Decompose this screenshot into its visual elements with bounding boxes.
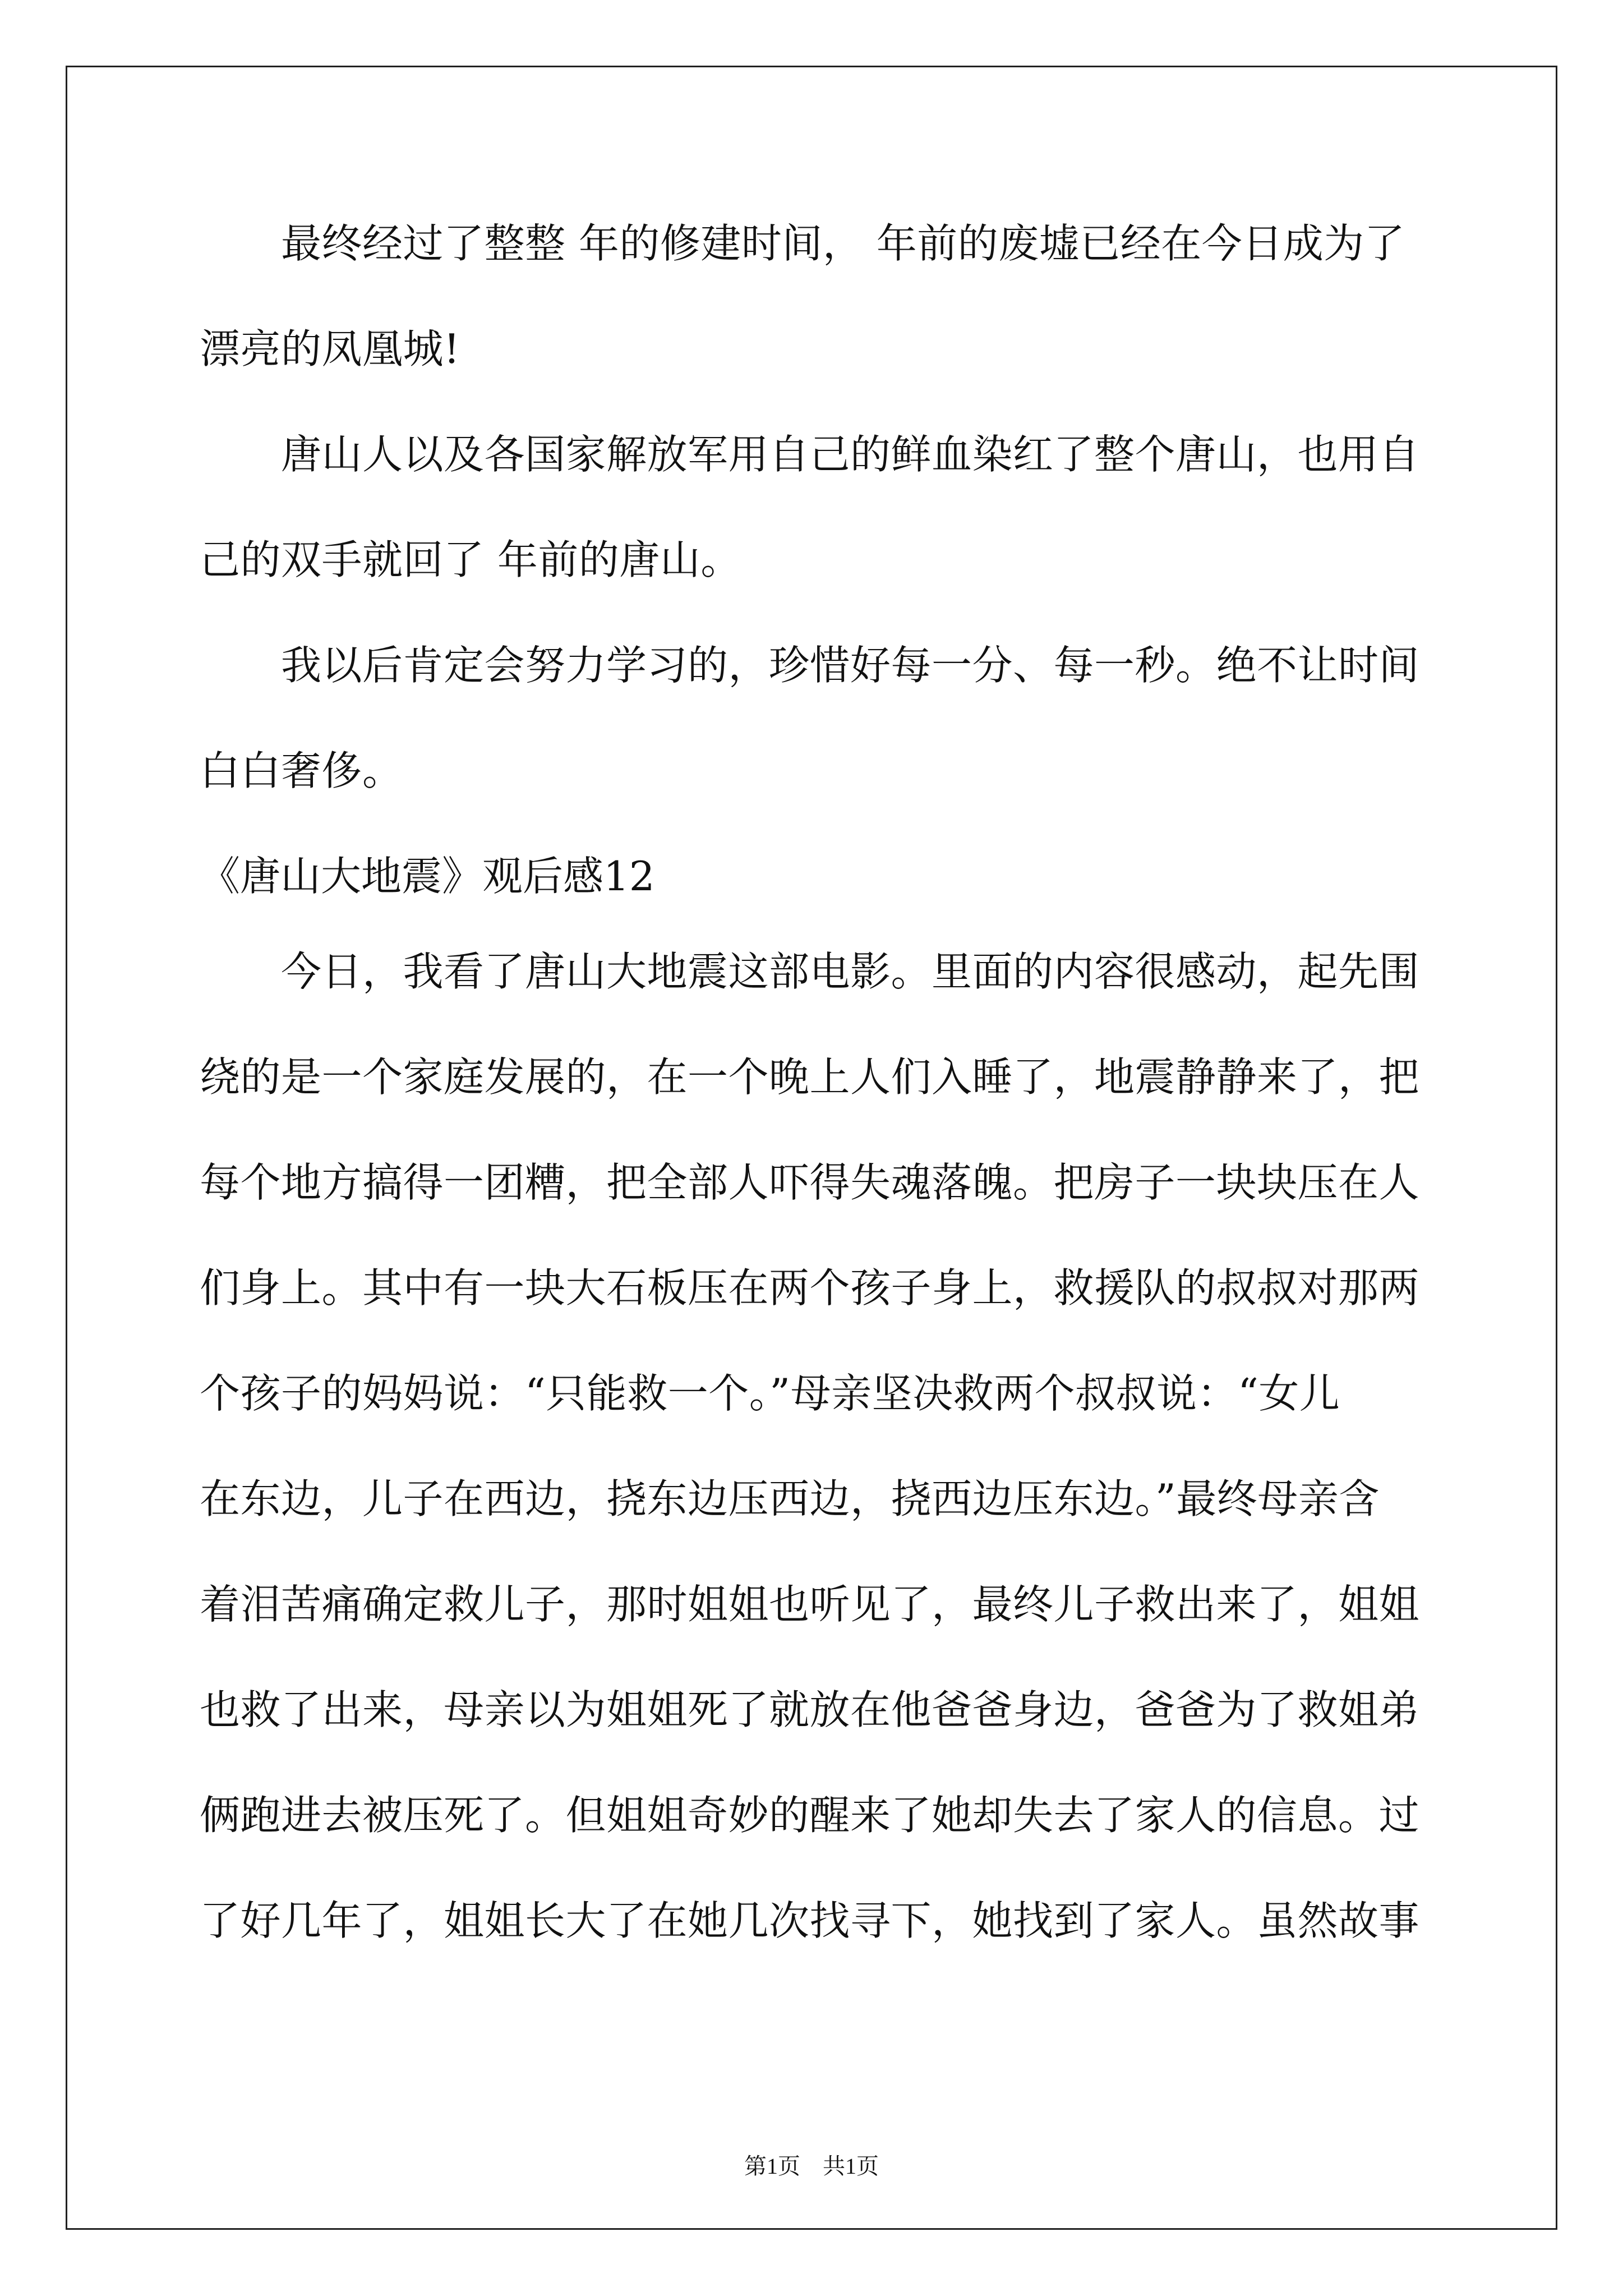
paragraph-line: 绕的是一个家庭发展的，在一个晚上人们入睡了，地震静静来了，把 [200,1053,1420,1101]
paragraph-line: 唐山人以及各国家解放军用自己的鲜血染红了整个唐山，也用自 [281,431,1420,478]
document-body [200,210,1433,1993]
paragraph-line: 了好几年了，姐姐长大了在她几次找寻下，她找到了家人。虽然故事 [200,1897,1420,1944]
paragraph-2 [200,421,1433,632]
paragraph-3 [200,632,1433,843]
paragraph-line: 白白奢侈。 [200,747,403,794]
paragraph-line: 我以后肯定会努力学习的，珍惜好每一分、每一秒。绝不让时间 [281,642,1420,689]
paragraph-4 [200,938,1433,1993]
paragraph-1 [200,210,1433,421]
paragraph-line: 俩跑进去被压死了。但姐姐奇妙的醒来了她却失去了家人的信息。过 [200,1792,1420,1839]
paragraph-line: 在东边，儿子在西边，挠东边压西边，挠西边压东边。”最终母亲含 [200,1475,1380,1522]
page-footer: 第1页 共1页 [744,2154,879,2179]
paragraph-line: 也救了出来，母亲以为姐姐死了就放在他爸爸身边，爸爸为了救姐弟 [200,1686,1420,1733]
paragraph-line: 最终经过了整整 年的修建时间， 年前的废墟已经在今日成为了 [281,220,1405,267]
paragraph-line: 们身上。其中有一块大石板压在两个孩子身上，救援队的叔叔对那两 [200,1264,1420,1312]
paragraph-line: 漂亮的凤凰城! [200,325,460,372]
section-heading: 《唐山大地震》观后感12 [200,853,655,900]
paragraph-line: 每个地方搞得一团糟，把全部人吓得失魂落魄。把房子一块块压在人 [200,1159,1420,1206]
paragraph-line: 着泪苦痛确定救儿子，那时姐姐也听见了，最终儿子救出来了，姐姐 [200,1581,1420,1628]
paragraph-line: 个孩子的妈妈说：“只能救一个。”母亲坚决救两个叔叔说：“女儿 [200,1370,1340,1417]
paragraph-line: 己的双手就回了 年前的唐山。 [200,536,741,583]
paragraph-line: 今日，我看了唐山大地震这部电影。里面的内容很感动，起先围 [281,948,1420,995]
